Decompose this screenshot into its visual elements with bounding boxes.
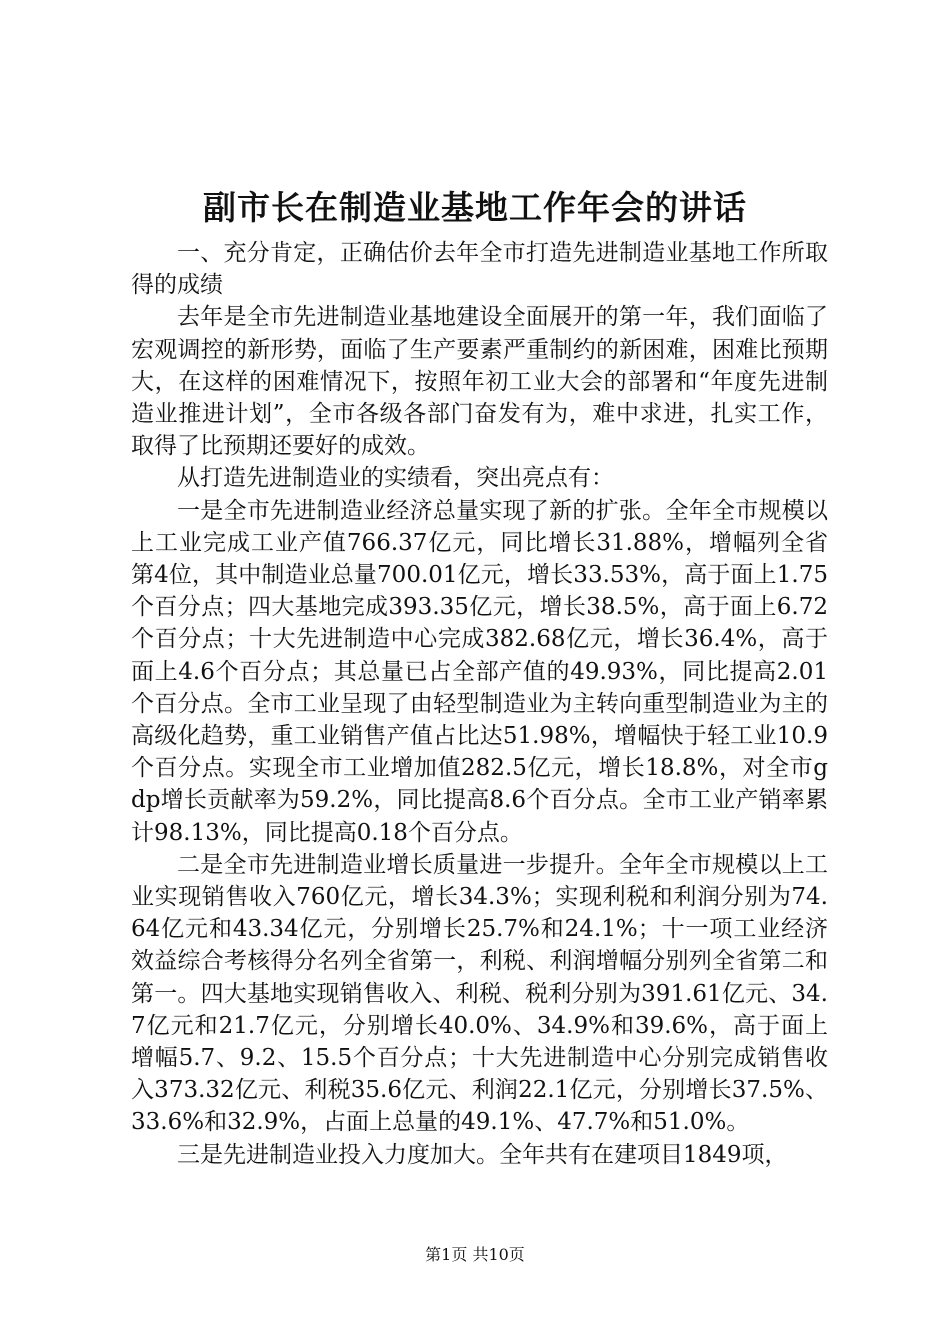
- body-paragraph: 一是全市先进制造业经济总量实现了新的扩张。全年全市规模以上工业完成工业产值766.37亿元，同比增长31.88%，增幅列全省第4位，其中制造业总量700.01亿元，增长33.53%，高于面上1.75个百分点；四大基地完成393.35亿元，增长38.5%，高于面上6.72个百分点；十大先进制造中心完成382.68亿元，增长36.4%，高于面上4.6个百分点；其总量已占全部产值的49.93%，同比提高2.01个百分点。全市工业呈现了由轻型制造业为主转向重型制造业为主的高级化趋势，重工业销售产值占比达51.98%，增幅快于轻工业10.9个百分点。实现全市工业增加值282.5亿元，增长18.8%，对全市gdp增长贡献率为59.2%，同比提高8.6个百分点。全市工业产销率累计98.13%，同比提高0.18个百分点。: [131, 497, 828, 846]
- section-heading: 一、充分肯定，正确估价去年全市打造先进制造业基地工作所取得的成绩: [131, 240, 828, 299]
- body-paragraph: 三是先进制造业投入力度加大。全年共有在建项目1849项，: [177, 1141, 788, 1168]
- document-body: [131, 237, 828, 1171]
- page-footer: 第1页 共10页: [425, 1245, 525, 1264]
- body-paragraph: 从打造先进制造业的实绩看，突出亮点有：: [177, 465, 614, 492]
- body-paragraph: 去年是全市先进制造业基地建设全面展开的第一年，我们面临了宏观调控的新形势，面临了生产要素严重制约的新困难，困难比预期大，在这样的困难情况下，按照年初工业大会的部署和“年度先进制造业推进计划”，全市各级各部门奋发有为，难中求进，扎实工作，取得了比预期还要好的成效。: [131, 304, 828, 460]
- page-title: 副市长在制造业基地工作年会的讲话: [203, 188, 747, 227]
- body-paragraph: 二是全市先进制造业增长质量进一步提升。全年全市规模以上工业实现销售收入760亿元，增长34.3%；实现利税和利润分别为74.64亿元和43.34亿元，分别增长25.7%和24.1%；十一项工业经济效益综合考核得分名列全省第一，利税、利润增幅分别列全省第二和第一。四大基地实现销售收入、利税、税利分别为391.61亿元、34.7亿元和21.7亿元，分别增长40.0%、34.9%和39.6%，高于面上增幅5.7、9.2、15.5个百分点；十大先进制造中心分别完成销售收入373.32亿元、利税35.6亿元、利润22.1亿元，分别增长37.5%、33.6%和32.9%，占面上总量的49.1%、47.7%和51.0%。: [131, 851, 828, 1136]
